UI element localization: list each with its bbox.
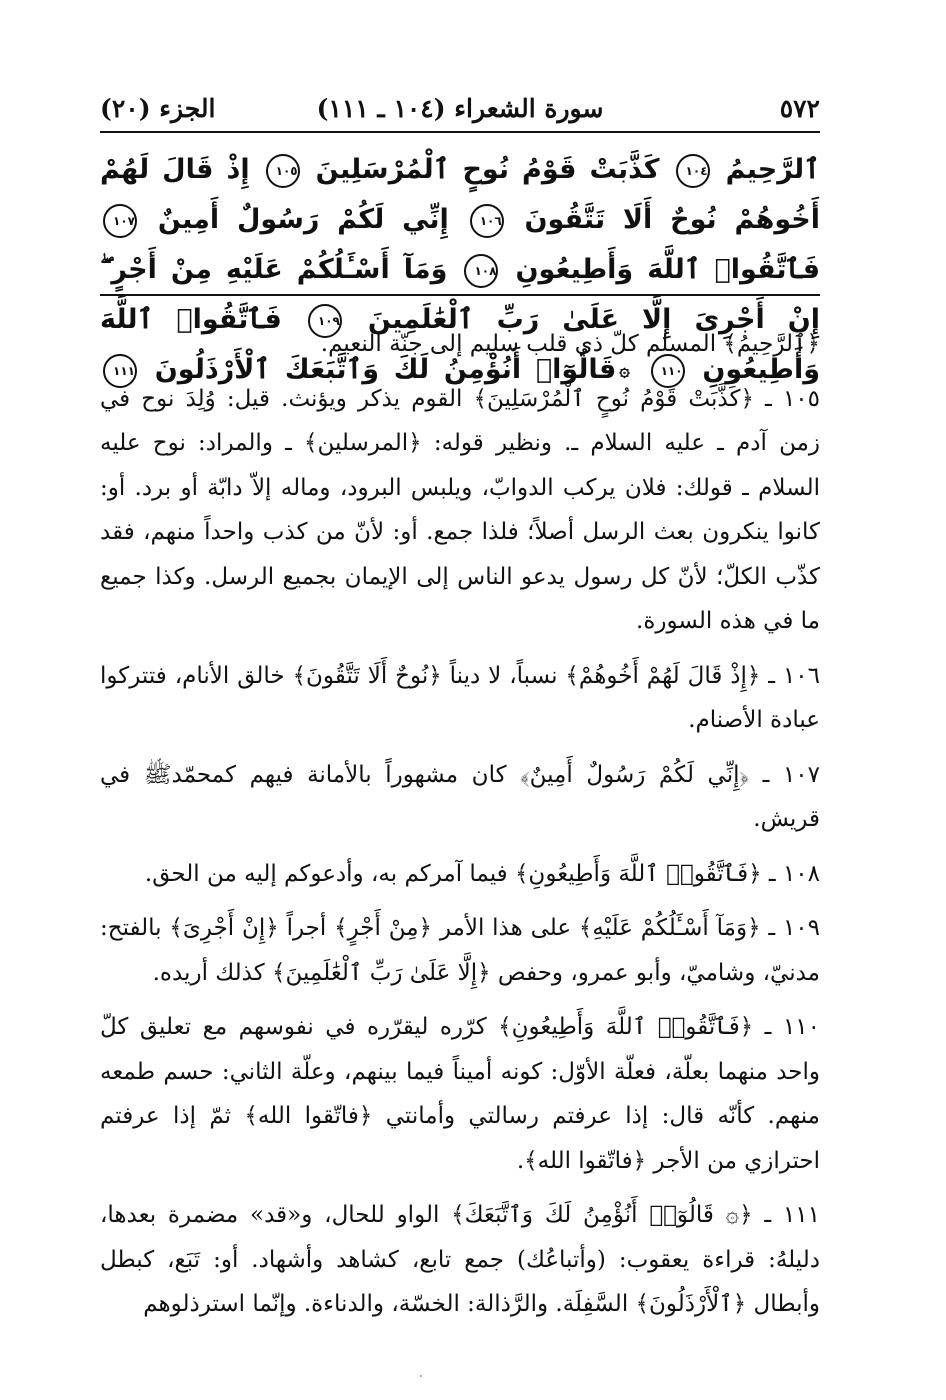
ayah-number-marker: ١١٠ [651,354,685,388]
page-header [100,88,820,128]
verse-text: قَالُوٓا۟ أَنُؤْمِنُ لَكَ وَٱتَّبَعَكَ ٱلْأَرْذَلُونَ [154,354,617,385]
ayah-number-marker: ١٠٤ [676,154,710,188]
ayah-number-marker: ١٠٥ [266,154,300,188]
commentary-paragraph: ١٠٩ ـ ﴿وَمَآ أَسْـَٔلُكُمْ عَلَيْهِ﴾ على هذا الأمر ﴿مِنْ أَجْرٍ﴾ أجراً ﴿إِنْ أَجْرِىَ﴾ بالفتح: مدنيّ، وشاميّ، وأبو عمرو، وحفص ﴿إِلَّا عَلَىٰ رَبِّ ٱلْعَٰلَمِينَ﴾ كذلك أريده. [100,915,820,986]
ayah-number-marker: ١٠٧ [103,204,137,238]
verse-text: فَٱتَّقُوا۟ ٱللَّهَ وَأَطِيعُونِ [515,254,821,285]
commentary-paragraph: ﴿ٱلرَّحِيمُ﴾ المسلم كلّ ذي قلب سليم إلى جنّة النعيم. [320,331,820,357]
verse-text: ٱلرَّحِيمُ [725,154,820,185]
header-rule [100,131,820,133]
quran-bottom-rule [100,294,820,296]
commentary-block [100,322,820,1337]
ayah-number-marker: ١٠٦ [470,204,504,238]
ayah-number-marker: ١٠٩ [308,304,342,338]
commentary-paragraph: ١١٠ ـ ﴿فَٱتَّقُوا۟ ٱللَّهَ وَأَطِيعُونِ﴾ كرّره ليقرّره في نفوسهم مع تعليق كلّ واحد منهما بعلّة، فعلّة الأوّل: كونه أميناً فيما بينهم، وعلّة الثاني: حسم طمعه منهم. كأنّه قال: إذا عرفتم رسالتي وأمانتي ﴿فاتّقوا الله﴾ ثمّ إذا عرفتم احترازي من الأجر ﴿فاتّقوا الله﴾. [100,1014,820,1174]
surah-title: سورة الشعراء (١٠٤ ـ ١١١) [316,93,604,123]
commentary-paragraph: ١٠٧ ـ ﴿إِنِّي لَكُمْ رَسُولٌ أَمِينٌ﴾ كان مشهوراً بالأمانة فيهم كمحمّدﷺ في قريش. [100,761,820,832]
verse-text: إِذْ قَالَ لَهُمْ أَخُوهُمْ نُوحٌ أَلَا تَتَّقُونَ [100,154,821,235]
paper-speck [420,1375,422,1377]
ayah-number-marker: ١١١ [103,354,137,388]
ayah-number-marker: ١٠٨ [464,254,498,288]
hizb-mark-icon: ۞ [619,359,630,381]
page-number: ٥٧٢ [779,93,820,123]
commentary-paragraph: ١٠٦ ـ ﴿إِذْ قَالَ لَهُمْ أَخُوهُمْ﴾ نسباً، لا ديناً ﴿نُوحٌ أَلَا تَتَّقُونَ﴾ خالق الأنام، فتتركوا عبادة الأصنام. [100,662,820,733]
commentary-paragraph: ١١١ ـ ﴿۞ قَالُوٓا۟ أَنُؤْمِنُ لَكَ وَٱتَّبَعَكَ﴾ الواو للحال، و«قد» مضمرة بعدها، دليلهُ: قراءة يعقوب: (وأتباعُك) جمع تابع، كشاهد وأشهاد. أو: تَبَع، كبطل وأبطال ﴿ٱلْأَرْذَلُونَ﴾ السَّفِلَة. والرَّذالة: الخسّة، والدناءة. وإنّما استرذلوهم [100,1202,820,1317]
commentary-paragraph: ١٠٥ ـ ﴿كَذَّبَتْ قَوْمُ نُوحٍ ٱلْمُرْسَلِينَ﴾ القوم يذكر ويؤنث. قيل: وُلِدَ نوح في زمن آدم ـ عليه السلام ـ. ونظير قوله: ﴿المرسلين﴾ ـ والمراد: نوح عليه السلام ـ قولك: فلان يركب الدوابّ، ويلبس البرود، وماله إلاّ دابّة أو برد. أو: كانوا ينكرون بعث الرسل أصلاً؛ فلذا جمع. أو: لأنّ من كذب واحداً منهم، فقد كذّب الكلّ؛ لأنّ كل رسول يدعو الناس إلى الإيمان بجميع الرسل. وكذا جميع ما في هذه السورة. [100,385,820,634]
commentary-paragraph: ١٠٨ ـ ﴿فَٱتَّقُوا۟ ٱللَّهَ وَأَطِيعُونِ﴾ فيما آمركم به، وأدعوكم إليه من الحق. [144,860,820,887]
verse-text: وَمَآ أَسْـَٔلُكُمْ عَلَيْهِ مِنْ أَجْرٍ ۖ إِنْ أَجْرِىَ إِلَّا عَلَىٰ رَبِّ ٱلْعَٰلَمِينَ [100,254,821,335]
verse-text: إِنِّي لَكُمْ رَسُولٌ أَمِينٌ [157,204,449,235]
juz-label: الجزء (٢٠) [100,93,216,123]
verse-text: فَٱتَّقُوا۟ ٱللَّهَ وَأَطِيعُونِ [100,304,821,385]
verse-text: كَذَّبَتْ قَوْمُ نُوحٍ ٱلْمُرْسَلِينَ [315,154,660,185]
